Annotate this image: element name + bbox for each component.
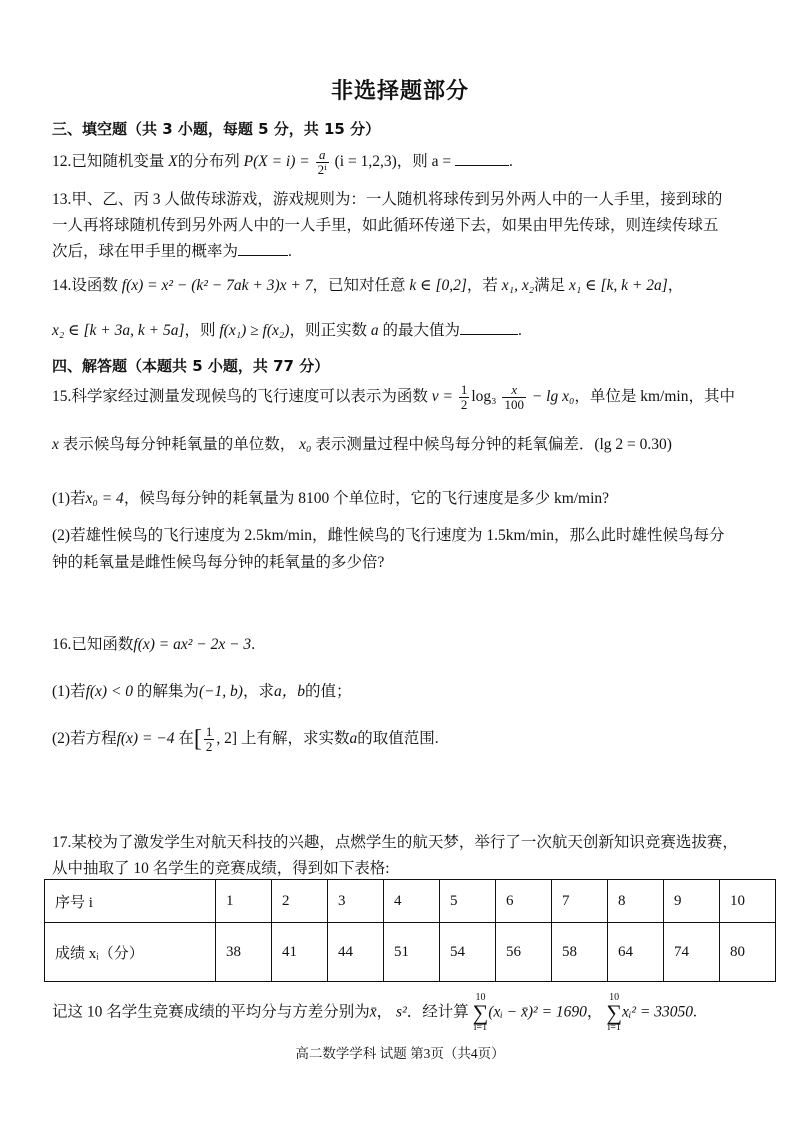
table-row-scores xyxy=(45,923,776,982)
q17-line2: 从中抽取了 10 名学生的竞赛成绩，得到如下表格: xyxy=(52,860,390,877)
q12-answer-blank xyxy=(455,151,509,166)
q15-frac1 xyxy=(459,383,470,412)
q15-text-a: 15.科学家经过测量发现候鸟的飞行速度可以表示为函数 xyxy=(52,388,428,406)
row-label-scores: 成绩 xᵢ（分） xyxy=(45,923,216,982)
q17-after-b: ， xyxy=(376,1003,393,1021)
q16-part1 xyxy=(52,679,352,701)
q14-var-a: a xyxy=(370,322,379,339)
q14-text-a: 14.设函数 xyxy=(52,277,118,294)
q15-text-e: ) xyxy=(666,436,672,453)
q16-p2-a: (2)若方程 xyxy=(52,730,117,748)
q15-p1-b: ，候鸟每分钟的耗氧量为 8100 个单位时，它的飞行速度是多少 km/min? xyxy=(123,490,610,507)
q14-answer-blank xyxy=(460,320,518,335)
q15-p1-a: (1)若 xyxy=(52,490,86,507)
q16-p2-d: 的取值范围. xyxy=(357,730,439,748)
q14-function: f(x) = x² − (k² − 7ak + 3)x + 7 xyxy=(121,277,313,294)
q13-line2: 一人再将球随机传到另外两人中的一人手里，如此循环传递下去，如果由甲先传球，则连续传球五 xyxy=(52,217,719,234)
q15-text-c: 表示候鸟每分钟耗氧量的单位数， xyxy=(62,436,296,453)
q16-p1-c: ，求 xyxy=(242,683,274,700)
q12-var: X xyxy=(168,153,178,171)
index-cell: 8 xyxy=(608,880,664,923)
q15-frac2 xyxy=(502,383,526,412)
q17-after-table xyxy=(52,993,697,1033)
q15-part1 xyxy=(52,486,609,508)
score-cell: 44 xyxy=(328,923,384,982)
q16-p1-d: 的值； xyxy=(305,683,352,700)
q12-end: . xyxy=(509,153,513,171)
q16-part2 xyxy=(52,725,439,754)
q16-p1-ineq: f(x) < 0 xyxy=(85,683,134,700)
q15-x: x xyxy=(52,436,59,453)
score-cell: 80 xyxy=(720,923,776,982)
q13-line1: 13.甲、乙、丙 3 人做传球游戏，游戏规则为：一人随机将球传到另外两人中的一人手里，接到球的 xyxy=(52,191,723,208)
q15-line2 xyxy=(52,432,672,454)
index-cell: 4 xyxy=(384,880,440,923)
row-label-index: 序号 i xyxy=(45,880,216,923)
q16-function: f(x) = ax² − 2x − 3 xyxy=(133,636,252,653)
q16-p1-set: (−1, b) xyxy=(198,683,243,700)
q15-frac1-num: 1 xyxy=(460,382,468,397)
sum1-symbol xyxy=(473,993,489,1033)
q16-p2-frac-den: 2 xyxy=(205,739,213,754)
sum2-symbol xyxy=(606,993,622,1033)
index-cell: 6 xyxy=(496,880,552,923)
score-cell: 41 xyxy=(272,923,328,982)
q17-after-c: ．经计算 xyxy=(406,1003,469,1021)
page-footer: 高二数学学科 试题 第3页（共4页） xyxy=(295,1046,505,1061)
sum1-bottom: i=1 xyxy=(473,1022,488,1033)
q17-after-e: . xyxy=(692,1003,697,1021)
q12-cond: (i = 1,2,3) xyxy=(334,153,397,171)
q14-text-h: 的最大值为 xyxy=(382,322,460,339)
q12-frac-den: 2ⁱ xyxy=(317,162,327,177)
score-cell: 38 xyxy=(216,923,272,982)
q15-line1 xyxy=(52,383,735,412)
score-cell: 58 xyxy=(552,923,608,982)
q12-mid: 的分布列 xyxy=(177,153,240,171)
q14-end: . xyxy=(517,322,522,339)
score-cell: 64 xyxy=(608,923,664,982)
index-cell: 9 xyxy=(664,880,720,923)
q15-part2-line2: 钟的耗氧量是雌性候鸟每分钟的耗氧量的多少倍? xyxy=(52,554,385,571)
q16-p2-c: 上有解，求实数 xyxy=(240,730,350,748)
q14-text-f: ，则 xyxy=(184,322,216,339)
q15-part2-line1: (2)若雄性候鸟的飞行速度为 2.5km/min，雌性候鸟的飞行速度为 1.5km/min，那么此时雄性候鸟每分 xyxy=(52,527,725,544)
sum1-top: 10 xyxy=(475,992,486,1003)
q14-x2-range: x₂ ∈ [k + 3a, k + 5a] xyxy=(52,322,185,339)
section3-heading: 三、填空题（共 3 小题，每题 5 分，共 15 分） xyxy=(52,120,381,138)
q17-sum2: xᵢ² = 33050 xyxy=(622,1003,693,1021)
index-cell: 2 xyxy=(272,880,328,923)
sum2-bottom: i=1 xyxy=(607,1022,621,1033)
table-row-index xyxy=(45,880,776,923)
q13-answer-blank xyxy=(238,241,288,256)
index-cell: 3 xyxy=(328,880,384,923)
q15-p1-x0: x₀ = 4 xyxy=(85,490,124,507)
q16-text-a: 16.已知函数 xyxy=(52,636,134,653)
q17-s2: s² xyxy=(396,1003,407,1021)
q14-line1 xyxy=(52,273,683,295)
q17-line1: 17.某校为了激发学生对航天科技的兴趣，点燃学生的航天梦，举行了一次航天创新知识竞赛选拔赛， xyxy=(52,834,738,851)
score-cell: 51 xyxy=(384,923,440,982)
index-cell: 7 xyxy=(552,880,608,923)
q14-line2 xyxy=(52,318,522,340)
q16-text-b: . xyxy=(251,636,256,653)
q14-x1-range: x₁ ∈ [k, k + 2a] xyxy=(568,277,668,294)
q14-text-e: ， xyxy=(667,277,684,294)
score-cell: 54 xyxy=(440,923,496,982)
q13-line3 xyxy=(52,239,292,261)
q15-frac2-den: 100 xyxy=(504,397,524,412)
sigma-icon: ∑ xyxy=(472,1000,489,1025)
q17-xbar: x̄ xyxy=(369,1003,377,1021)
q12-tail: ，则 a = xyxy=(396,153,452,171)
q13-end: . xyxy=(288,243,292,260)
q14-text-b: ，已知对任意 xyxy=(312,277,406,294)
q16-p2-b: 在 xyxy=(178,730,194,748)
q14-text-c: ，若 xyxy=(466,277,498,294)
sigma-icon: ∑ xyxy=(606,1000,622,1025)
index-cell: 10 xyxy=(720,880,776,923)
q15-lg-term: − lg x₀ xyxy=(531,388,575,406)
q16-line1 xyxy=(52,632,255,654)
q16-p2-bracket-left: [ xyxy=(193,726,202,752)
q14-text-d: 满足 xyxy=(534,277,566,294)
q12-fraction xyxy=(316,148,329,177)
index-cell: 1 xyxy=(216,880,272,923)
q15-text-b: ，单位是 km/min，其中 xyxy=(574,388,735,406)
q14-x-vars: x₁, x₂ xyxy=(501,277,535,294)
q14-text-g: ，则正实数 xyxy=(289,322,367,339)
page-title: 非选择题部分 xyxy=(330,79,469,104)
q16-p1-a: (1)若 xyxy=(52,683,86,700)
q12-formula-lhs: P(X = i) = xyxy=(243,153,310,171)
question-12 xyxy=(52,148,513,177)
q15-v: v = xyxy=(431,388,453,406)
q14-inequality: f(x₁) ≥ f(x₂) xyxy=(219,322,290,339)
q16-p2-frac xyxy=(204,725,215,754)
q15-frac1-den: 2 xyxy=(460,397,468,412)
sum2-top: 10 xyxy=(609,992,620,1003)
section4-heading: 四、解答题（本题共 5 小题，共 77 分） xyxy=(52,357,330,375)
score-cell: 56 xyxy=(496,923,552,982)
q17-after-d: ， xyxy=(586,1003,603,1021)
q16-p2-var: a xyxy=(349,730,358,748)
q15-log: log₃ xyxy=(471,388,497,406)
q15-text-d: 表示测量过程中候鸟每分钟的耗氧偏差．( xyxy=(315,436,600,453)
q16-p1-b: 的解集为 xyxy=(136,683,199,700)
q15-x0: x₀ xyxy=(299,436,312,453)
q14-k-range: k ∈ [0,2] xyxy=(409,277,467,294)
q15-frac2-num: x xyxy=(502,383,526,398)
scores-table xyxy=(44,879,776,982)
q16-p1-vars: a，b xyxy=(274,683,306,700)
q17-sum1: (xᵢ − x̄)² = 1690 xyxy=(488,1003,587,1021)
q16-p2-eq: f(x) = −4 xyxy=(116,730,175,748)
q17-after-a: 记这 10 名学生竞赛成绩的平均分与方差分别为 xyxy=(52,1003,370,1021)
q16-p2-frac-num: 1 xyxy=(205,724,213,739)
q15-lg2: lg 2 = 0.30 xyxy=(599,436,667,453)
q12-frac-num: a xyxy=(316,148,329,163)
q16-p2-bracket-right: , 2] xyxy=(216,730,238,748)
q12-prefix: 12.已知随机变量 xyxy=(52,153,165,171)
score-cell: 74 xyxy=(664,923,720,982)
q13-line3-text: 次后，球在甲手里的概率为 xyxy=(52,243,239,260)
index-cell: 5 xyxy=(440,880,496,923)
